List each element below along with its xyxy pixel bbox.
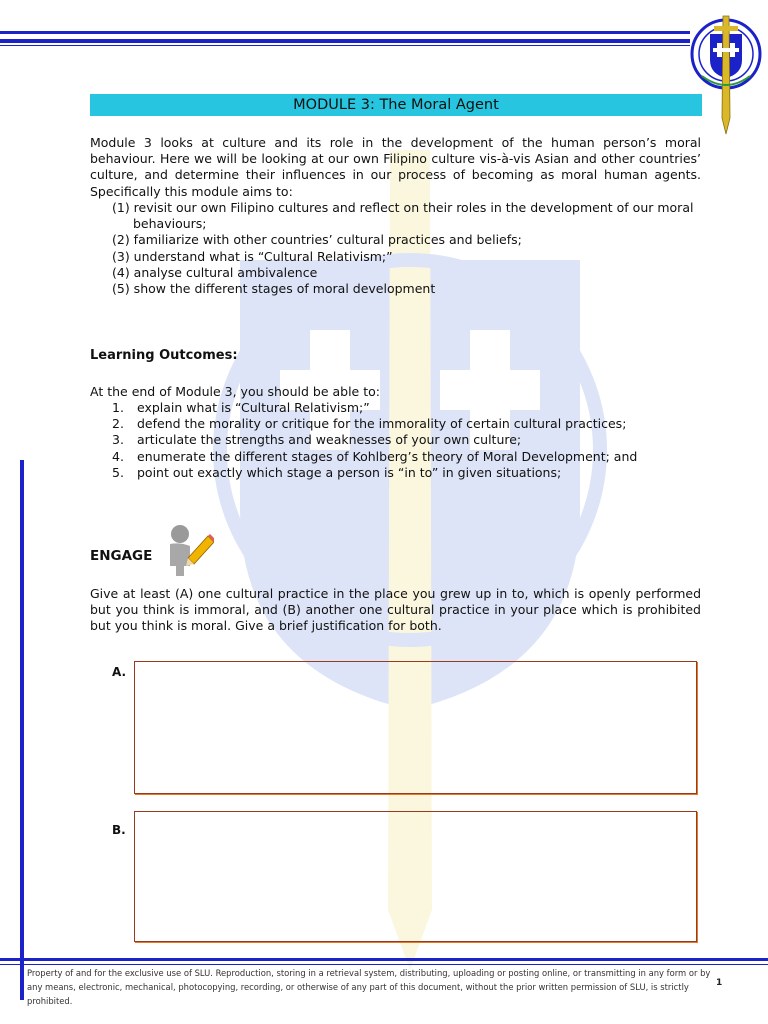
footer-rule-thin [0, 964, 768, 965]
slu-logo [690, 10, 768, 135]
outcome-number: 1. [112, 400, 124, 415]
outcome-item [112, 465, 702, 481]
module-intro-paragraph: Module 3 looks at culture and its role in the development of the human person’s moral behaviour. Here we will be looking at our own Filipino culture vis-à-vis Asian and other countries’ culture, and determine their influences in our process of becoming as moral human agents. Specifically this module aims to: [90, 135, 701, 199]
outcome-text: enumerate the different stages of Kohlberg’s theory of Moral Development; and [137, 448, 638, 464]
outcome-item [112, 400, 702, 416]
answer-label-b: B. [112, 823, 126, 837]
outcome-text: point out exactly which stage a person is “in to” in given situations; [137, 464, 562, 480]
aim-item: (5) show the different stages of moral development [112, 281, 436, 297]
outcome-text: explain what is “Cultural Relativism;” [137, 400, 370, 415]
copyright-notice: Property of and for the exclusive use of SLU. Reproduction, storing in a retrieval system, distributing, uploading or posting online, or transmitting in any form or by any means, electronic, mechanical, photocopying, recording, or otherwise of any part of this document, without the prior written permission of SLU, is strictly prohibited. [27, 968, 711, 1006]
aim-item: (3) understand what is “Cultural Relativism;” [112, 248, 393, 264]
answer-box-b[interactable] [134, 811, 697, 942]
outcome-item [112, 416, 702, 432]
aim-item: (2) familiarize with other countries’ cultural practices and beliefs; [112, 232, 522, 248]
answer-box-a[interactable] [134, 661, 697, 794]
answer-label-a: A. [112, 665, 127, 679]
learning-outcomes-heading: Learning Outcomes: [90, 348, 238, 363]
outcome-item [112, 432, 702, 448]
outcome-text: defend the morality or critique for the immorality of certain cultural practices; [137, 416, 627, 432]
learning-outcomes-lead: At the end of Module 3, you should be able to: [90, 384, 380, 399]
outcome-text: articulate the strengths and weaknesses of your own culture; [137, 432, 522, 448]
footer-rule [0, 958, 768, 961]
page-number: 1 [716, 978, 723, 988]
outcome-number: 2. [112, 416, 124, 432]
engage-instructions: Give at least (A) one cultural practice in the place you grew up in to, which is openly performed but you think is immoral, and (B) another one cultural practice in your place which is prohibited but you think is moral. Give a brief justification for both. [90, 586, 701, 634]
footer-vertical-rule [20, 460, 24, 1000]
outcome-item [112, 449, 702, 465]
module-title: MODULE 3: The Moral Agent [90, 94, 702, 116]
outcome-number: 3. [112, 432, 124, 448]
outcome-number: 5. [112, 464, 124, 480]
person-with-pencil-icon [160, 522, 214, 578]
module-aims-list [112, 200, 702, 297]
aim-item: (1) revisit our own Filipino cultures and reflect on their roles in the development of our moral behaviours; [112, 200, 694, 232]
learning-outcomes-list [112, 400, 702, 481]
engage-heading: ENGAGE [90, 548, 153, 564]
outcome-number: 4. [112, 448, 124, 464]
aim-item: (4) analyse cultural ambivalence [112, 264, 318, 280]
header-rule-thin [0, 45, 690, 46]
header-rule [0, 31, 690, 34]
header-rule-thick [0, 39, 690, 43]
